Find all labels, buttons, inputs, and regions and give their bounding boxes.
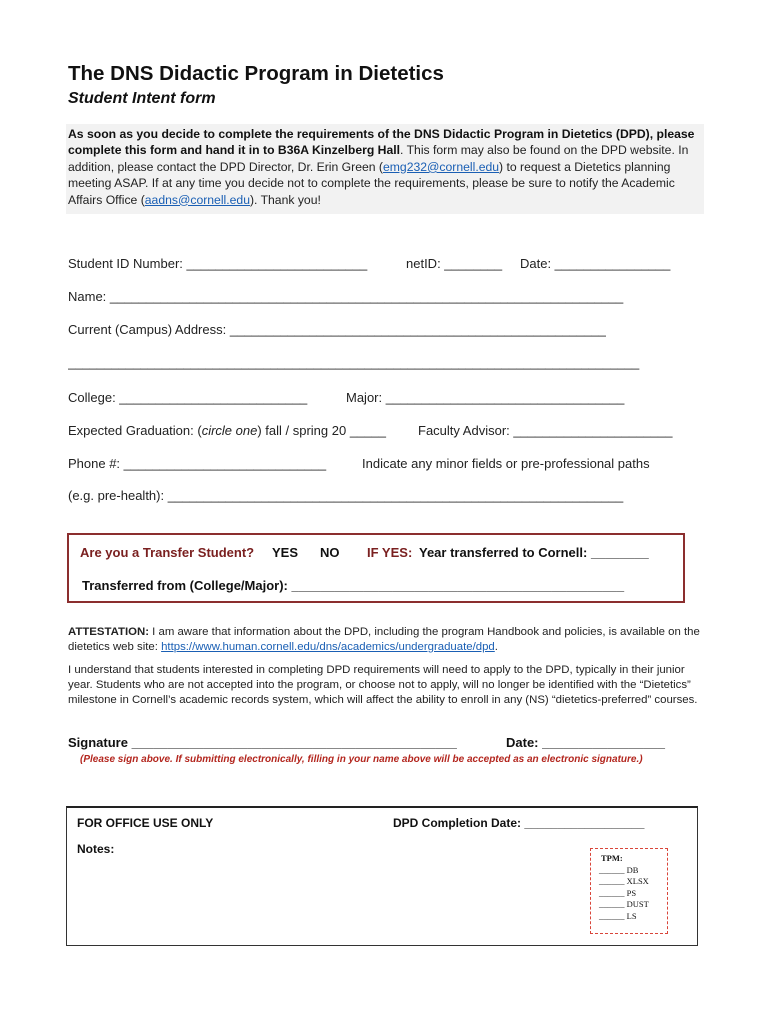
dpd-completion-date-field[interactable]: DPD Completion Date: __________________ (393, 816, 645, 830)
tpm-checklist (590, 848, 668, 934)
transfer-yes-option[interactable]: YES (272, 545, 299, 560)
year-transferred-field[interactable]: Year transferred to Cornell: ________ (419, 545, 649, 560)
graduation-suffix: ) fall / spring 20 _____ (257, 423, 386, 438)
tpm-item-xlsx[interactable]: ______ XLSX (599, 876, 649, 887)
address-field[interactable]: Current (Campus) Address: ____________________________________________________ (68, 322, 606, 337)
notes-label: Notes: (77, 842, 115, 856)
transfer-no-option[interactable]: NO (320, 545, 340, 560)
transfer-box (67, 533, 685, 603)
graduation-italic: circle one (201, 423, 258, 438)
graduation-prefix: Expected Graduation: ( (68, 423, 202, 438)
attestation-end: . (494, 640, 498, 653)
date-field[interactable]: Date: ________________ (520, 256, 671, 271)
intro-text-3: ). Thank you! (249, 192, 321, 207)
transfer-question: Are you a Transfer Student? (80, 545, 255, 560)
college-field[interactable]: College: __________________________ (68, 390, 308, 405)
transfer-if-yes: IF YES: (367, 545, 413, 560)
signature-field[interactable]: Signature _____________________________________________ (68, 735, 457, 750)
tpm-item-dust[interactable]: ______ DUST (599, 899, 649, 910)
office-email-link[interactable]: aadns@cornell.edu (144, 192, 250, 207)
signature-date-field[interactable]: Date: _________________ (506, 735, 666, 750)
tpm-title: TPM: (601, 853, 623, 863)
office-use-heading: FOR OFFICE USE ONLY (77, 816, 214, 830)
faculty-advisor-field[interactable]: Faculty Advisor: ______________________ (418, 423, 673, 438)
page-subtitle: Student Intent form (68, 90, 216, 107)
tpm-item-ls[interactable]: ______ LS (599, 910, 637, 921)
understanding-paragraph: I understand that students interested in completing DPD requirements will need to apply to the DPD, typically in their junior year. Students who are not accepted into the program, or choose not to apply, will no longer be identified with the “Dietetics” milestone in Cornell’s academic records system, which will affect the ability to enroll in any (NS) “dietetics-preferred” courses. (68, 664, 698, 706)
intro-box (66, 124, 704, 214)
major-field[interactable]: Major: _________________________________ (346, 390, 625, 405)
page-title: The DNS Didactic Program in Dietetics (68, 62, 444, 85)
tpm-item-db[interactable]: ______ DB (599, 864, 639, 875)
phone-field[interactable]: Phone #: ____________________________ (68, 456, 327, 471)
attestation-label: ATTESTATION: (68, 626, 149, 638)
prehealth-field[interactable]: (e.g. pre-health): _______________________________________________________________ (68, 488, 624, 503)
dpd-website-link[interactable]: https://www.human.cornell.edu/dns/academics/undergraduate/dpd (161, 640, 495, 653)
intro-text-1: . This form may also be found on the DPD website. In addition, please contact the DPD Director, Dr. Erin Green ( (68, 143, 689, 174)
attestation-paragraph (68, 625, 700, 655)
transferred-from-field[interactable]: Transferred from (College/Major): ______________________________________________ (82, 578, 625, 593)
address-line2-field[interactable]: _______________________________________________________________________________ (68, 355, 640, 370)
minor-fields-label: Indicate any minor fields or pre-professional paths (362, 456, 650, 471)
attestation-text: I am aware that information about the DPD, including the program Handbook and policies, is available on the dietetics web site: (68, 626, 700, 653)
graduation-field[interactable] (68, 423, 386, 438)
director-email-link[interactable]: emg232@cornell.edu (383, 159, 500, 174)
student-id-field[interactable]: Student ID Number: _________________________ (68, 256, 368, 271)
intro-bold-text: As soon as you decide to complete the requirements of the DNS Didactic Program in Dietetics (DPD), please complete this form and hand it in to B36A Kinzelberg Hall (68, 127, 695, 158)
name-field[interactable]: Name: _______________________________________________________________________ (68, 289, 624, 304)
intro-text-2: ) to request a Dietetics planning meeting ASAP. If at any time you decide not to complete the requirements, please be sure to notify the Academic Affairs Office ( (68, 159, 675, 207)
signature-note: (Please sign above. If submitting electronically, filling in your name above will be accepted as an electronic signature.) (80, 754, 643, 765)
tpm-item-ps[interactable]: ______ PS (599, 887, 637, 898)
netid-field[interactable]: netID: ________ (406, 256, 503, 271)
